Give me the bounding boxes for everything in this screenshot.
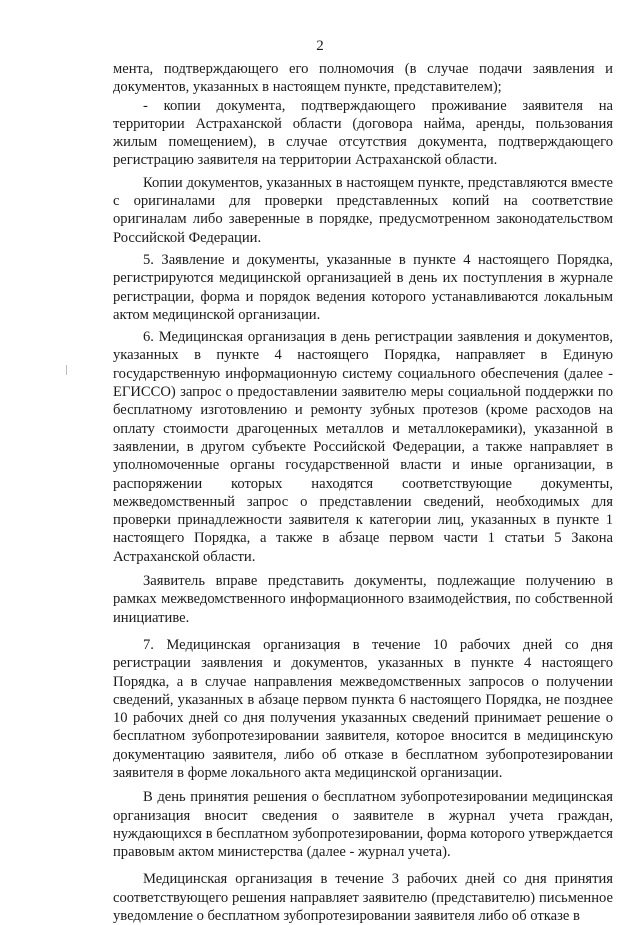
- paragraph-residence-docs: - копии документа, подтверждающего проживание заявителя на территории Астраханской области (договора найма, аренды, пользования жилым помещением), в случае отсутствия документа, подтверждающего регистрацию заявителя на территории Астраханской области.: [113, 97, 613, 169]
- page-number: 2: [316, 38, 324, 54]
- paragraph-item-5: 5. Заявление и документы, указанные в пункте 4 настоящего Порядка, регистрируются медицинской организацией в день их поступления в журнале регистрации, форма и порядок ведения которого устанавливаются локальным актом медицинской организации.: [113, 251, 613, 323]
- paragraph-continued: мента, подтверждающего его полномочия (в случае подачи заявления и документов, указанных в настоящем пункте, представителем);: [113, 61, 613, 96]
- paragraph-notification: Медицинская организация в течение 3 рабочих дней со дня принятия соответствующего решения направляет заявителю (представителю) письменное уведомление о бесплатном зубопротезировании заявителя либо об отказе в: [113, 871, 613, 925]
- paragraph-item-7: 7. Медицинская организация в течение 10 рабочих дней со дня регистрации заявления и документов, указанных в пункте 4 настоящего Порядка, а в случае направления межведомственных запросов о получении сведений, указанных в абзаце первом пункта 6 настоящего Порядка, не позднее 10 рабочих дней со дня получения указанных сведений принимает решение о бесплатном зубопротезировании заявителя, которое вносится в медицинскую документацию заявителя, либо об отказе в бесплатном зубопротезировании заявителя в форме локального акта медицинской организации.: [113, 636, 613, 781]
- paragraph-decision-day: В день принятия решения о бесплатном зубопротезировании медицинская организация вносит сведения о заявителе в журнал учета граждан, нуждающихся в бесплатном зубопротезировании, форма которого утверждается правовым актом министерства (далее - журнал учета).: [113, 789, 613, 861]
- document-body: [113, 60, 613, 925]
- paragraph-copies: Копии документов, указанных в настоящем пункте, представляются вместе с оригиналами для проверки представленных копий на соответствие оригиналам либо заверенные в порядке, предусмотренном законодательством Российской Федерации.: [113, 174, 613, 246]
- paragraph-own-initiative: Заявитель вправе представить документы, подлежащие получению в рамках межведомственного информационного взаимодействия, по собственной инициативе.: [113, 573, 613, 626]
- margin-mark: [66, 365, 67, 375]
- paragraph-item-6: 6. Медицинская организация в день регистрации заявления и документов, указанных в пункте 4 настоящего Порядка, направляет в Единую государственную информационную систему социального обеспечения (далее - ЕГИССО) запрос о предоставлении заявителю меры социальной поддержки по бесплатному изготовлению и ремонту зубных протезов (кроме расходов на оплату стоимости драгоценных металлов и металлокерамики), указанной в заявлении, в другом субъекте Российской Федерации, а также направляет в уполномоченные органы государственной власти и иные организации, в распоряжении которых находятся соответствующие документы, межведомственный запрос о представлении сведений, необходимых для проверки принадлежности заявителя к категории лиц, указанных в пункте 1 настоящего Порядка, а также в абзаце первом части 1 статьи 5 Закона Астраханской области.: [113, 329, 613, 565]
